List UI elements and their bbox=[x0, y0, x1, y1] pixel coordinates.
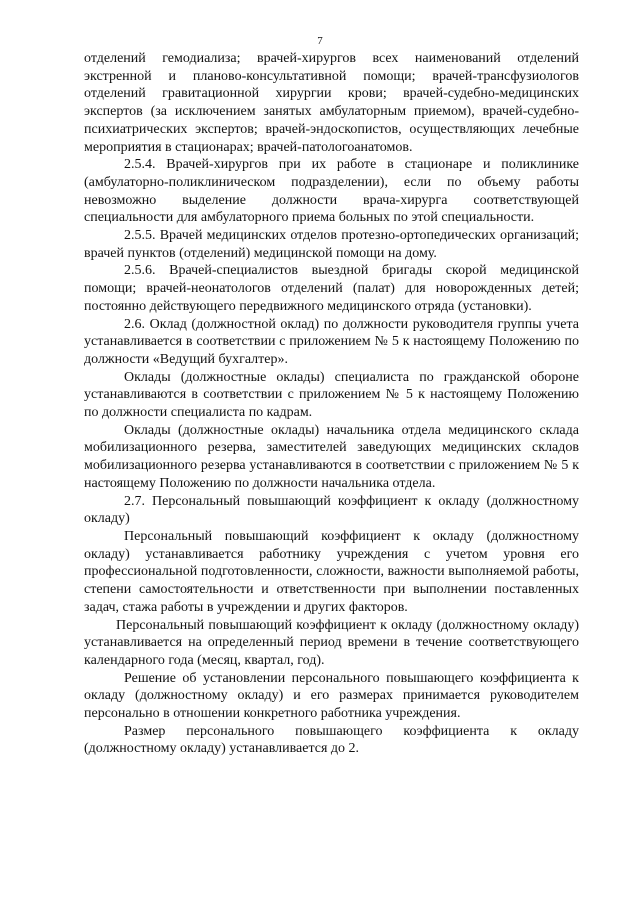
paragraph-coefficient-period: Персональный повышающий коэффициент к окладу (должностному окладу) устанавливается на определенный период времени в течение соответствующего календарного года (месяц, квартал, год). bbox=[84, 617, 579, 668]
paragraph-2-5-6: 2.5.6. Врачей-специалистов выездной бригады скорой медицинской помощи; врачей-неонатологов отделений (палат) для новорожденных детей; постоянно действующего передвижного медицинского отряда (установки). bbox=[84, 263, 579, 314]
paragraph-warehouse-head: Оклады (должностные оклады) начальника отдела медицинского склада мобилизационного резерва, заместителей заведующих медицинских складов мобилизационного резерва устанавливаются в соответствии с приложением № 5 к настоящему Положению по должности начальника отдела. bbox=[84, 422, 579, 491]
paragraph-coefficient-decision: Решение об установлении персонального повышающего коэффициента к окладу (должностному окладу) и его размерах принимается руководителем персонально в отношении конкретного работника учреждения. bbox=[84, 670, 579, 722]
paragraph-2-6: 2.6. Оклад (должностной оклад) по должности руководителя группы учета устанавливается в соответствии с приложением № 5 к настоящему Положению по должности «Ведущий бухгалтер». bbox=[84, 316, 579, 367]
page-number: 7 bbox=[317, 35, 323, 47]
paragraph-2-7-heading: 2.7. Персональный повышающий коэффициент к окладу (должностному окладу) bbox=[84, 493, 579, 527]
paragraph-continuation: отделений гемодиализа; врачей-хирургов всех наименований отделений экстренной и планово-консультативной помощи; врачей-трансфузиологов отделений гравитационной хирургии крови; врачей-судебно-медицинских экспертов (за исключением занятых амбулаторным приемом), врачей-судебно-психиатрических экспертов; врачей-эндоскопистов, осуществляющих лечебные мероприятия в стационарах; врачей-патологоанатомов. bbox=[84, 51, 579, 155]
paragraph-civil-defense: Оклады (должностные оклады) специалиста по гражданской обороне устанавливаются в соответствии с приложением № 5 к настоящему Положению по должности специалиста по кадрам. bbox=[84, 369, 579, 421]
paragraph-coefficient-size: Размер персонального повышающего коэффициента к окладу (должностному окладу) устанавливается до 2. bbox=[84, 723, 579, 757]
paragraph-coefficient-basis: Персональный повышающий коэффициент к окладу (должностному окладу) устанавливается работнику учреждения с учетом уровня его профессиональной подготовленности, сложности, важности выполняемой работы, степени самостоятельности и ответственности при выполнении поставленных задач, стажа работы в учреждении и других факторов. bbox=[84, 528, 579, 615]
document-body bbox=[84, 50, 579, 758]
paragraph-2-5-5: 2.5.5. Врачей медицинских отделов протезно-ортопедических организаций; врачей пунктов (отделений) медицинской помощи на дому. bbox=[84, 228, 579, 261]
paragraph-2-5-4: 2.5.4. Врачей-хирургов при их работе в стационаре и поликлинике (амбулаторно-поликлиническом подразделении), если по объему работы невозможно выделение должности врача-хирурга соответствующей специальности для амбулаторного приема больных по этой специальности. bbox=[84, 157, 579, 226]
